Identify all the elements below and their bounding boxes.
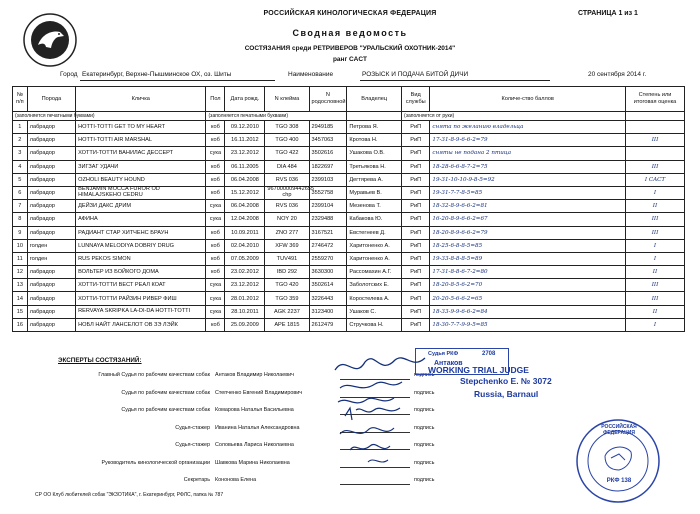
cell-n: 10 — [13, 239, 28, 252]
cell-score: снята по желанию владельца — [430, 121, 626, 134]
cell-grade: II — [626, 305, 685, 318]
cell-breed: лабрадор — [27, 160, 75, 173]
table-row — [13, 200, 685, 213]
cell-service: РиП — [402, 279, 430, 292]
note-empty — [76, 112, 206, 121]
cell-name: HOTTI-TOTTI GET TO MY HEART — [76, 121, 206, 134]
cell-score: 18-32-8-9-6-6-2=81 — [430, 200, 626, 213]
city-underline — [80, 80, 275, 81]
expert-name: Соловьева Лариса Николаевна — [215, 442, 294, 448]
cell-score: 18-30-7-7-9-9-5=85 — [430, 318, 626, 331]
cell-service: РиП — [402, 121, 430, 134]
cell-sex: сука — [206, 305, 225, 318]
cell-service: РиП — [402, 266, 430, 279]
page-number: СТРАНИЦА 1 из 1 — [578, 10, 638, 17]
cell-owner: Стручкова Н. — [347, 318, 402, 331]
cell-pedigree: 2559270 — [309, 252, 347, 265]
cell-score: 19-31-7-7-8-5=85 — [430, 186, 626, 199]
cell-sex: сука — [206, 213, 225, 226]
cell-sex: сука — [206, 147, 225, 160]
cell-sex: коб — [206, 266, 225, 279]
expert-name: Шавкова Марина Николаевна — [215, 459, 290, 466]
cell-pedigree: 2329488 — [309, 213, 347, 226]
discipline-label: Наименование — [288, 71, 334, 78]
cell-owner: Харитоненко А. — [347, 239, 402, 252]
cell-owner: Третьякова Н. — [347, 160, 402, 173]
cell-breed: голден — [27, 252, 75, 265]
cell-n: 4 — [13, 160, 28, 173]
cell-grade: III — [626, 226, 685, 239]
cell-service: РиП — [402, 173, 430, 186]
cell-brand: TGO 359 — [265, 292, 309, 305]
cell-brand: RVS 036 — [265, 200, 309, 213]
cell-grade — [626, 147, 685, 160]
cell-sex: коб — [206, 173, 225, 186]
table-row — [13, 186, 685, 199]
cell-brand: TGO 308 — [265, 121, 309, 134]
cell-dob: 06.04.2008 — [225, 200, 265, 213]
note-empty — [347, 112, 402, 121]
cell-name: ДЕЙЗИ ДАКС ДРИМ — [76, 200, 206, 213]
cell-n: 3 — [13, 147, 28, 160]
expert-role: Руководитель кинологической организации — [101, 459, 210, 466]
cell-name: ХОТТИ-ТОТТИ РАЙЗИН РИВЕР ФИШ — [76, 292, 206, 305]
cell-brand: TGO 420 — [265, 279, 309, 292]
cell-sex: коб — [206, 121, 225, 134]
cell-service: РиП — [402, 200, 430, 213]
cell-breed: лабрадор — [27, 147, 75, 160]
cell-name: RERVAYA SKRIPKA LA-DI-DA HOTTI-TOTTI — [76, 305, 206, 318]
cell-sex: коб — [206, 318, 225, 331]
cell-dob: 09.12.2010 — [225, 121, 265, 134]
cell-brand: TGO 400 — [265, 134, 309, 147]
col-header-service: Вид службы — [402, 87, 430, 112]
signature-label: подпись — [414, 442, 435, 448]
stamp-rect-name: Антаков — [434, 360, 463, 367]
cell-pedigree: 3167521 — [309, 226, 347, 239]
cell-grade: II — [626, 266, 685, 279]
cell-dob: 28.10.2011 — [225, 305, 265, 318]
cell-brand: NOY 20 — [265, 213, 309, 226]
cell-service: РиП — [402, 226, 430, 239]
cell-n: 5 — [13, 173, 28, 186]
cell-pedigree: 3226443 — [309, 292, 347, 305]
cell-owner: Кротова Н. — [347, 134, 402, 147]
expert-role: Судья по рабочим качествам собак — [121, 407, 210, 413]
col-header-score: Количе-ство баллов — [430, 87, 626, 112]
cell-owner: Петрова Я. — [347, 121, 402, 134]
cell-breed: лабрадор — [27, 186, 75, 199]
cell-breed: лабрадор — [27, 279, 75, 292]
cell-grade: I — [626, 252, 685, 265]
cell-service: РиП — [402, 147, 430, 160]
table-row — [13, 279, 685, 292]
competition-title: СОСТЯЗАНИЯ среди РЕТРИВЕРОВ "УРАЛЬСКИЙ ОХОТНИК-2014" — [244, 45, 456, 52]
signature-label: подпись — [414, 389, 435, 396]
city-value: Екатеринбург, Верхне-Пышминское ОХ, оз. Шиты — [82, 71, 232, 78]
cell-breed: лабрадор — [27, 292, 75, 305]
col-header-owner: Владелец — [347, 87, 402, 112]
round-seal — [575, 418, 661, 504]
cell-dob: 07.05.2009 — [225, 252, 265, 265]
cell-name: HOTTI-TOTTI AIR MARSHAL — [76, 134, 206, 147]
cell-dob: 06.11.2005 — [225, 160, 265, 173]
cell-name: ВОЛЬТЕР ИЗ БОЙКОГО ДОМА — [76, 266, 206, 279]
cell-score: 18-25-6-8-8-5=85 — [430, 239, 626, 252]
cell-pedigree: 2746472 — [309, 239, 347, 252]
cell-owner: Муравьев В. — [347, 186, 402, 199]
cell-owner: Дегтярева А. — [347, 173, 402, 186]
expert-role: Судья-стажер — [175, 442, 210, 448]
seal-top-text: РОССИЙСКАЯ ФЕДЕРАЦИЯ — [601, 424, 637, 436]
cell-brand: TUV491 — [265, 252, 309, 265]
cell-brand: 967000009442655 chp — [265, 186, 309, 199]
cell-score: 20-20-5-6-6-2=65 — [430, 292, 626, 305]
stamp-rect-num: 2708 — [482, 351, 496, 357]
seal-number: РКФ 138 — [606, 478, 632, 484]
cell-dob: 02.04.2010 — [225, 239, 265, 252]
cell-grade: III — [626, 134, 685, 147]
cell-n: 9 — [13, 226, 28, 239]
expert-name: Антаков Владимир Николаевич — [215, 372, 294, 378]
signature-label: подпись — [414, 424, 435, 431]
stamp-rect-title: Судья РКФ — [428, 351, 459, 357]
cell-sex: коб — [206, 239, 225, 252]
cell-score: сняты не подана 2 птица — [430, 147, 626, 160]
cell-sex: сука — [206, 292, 225, 305]
cell-name: RUS PEKOS SIMON — [76, 252, 206, 265]
cell-service: РиП — [402, 292, 430, 305]
table-row — [13, 173, 685, 186]
note-empty — [626, 112, 685, 121]
cell-dob: 15.12.2012 — [225, 186, 265, 199]
col-header-dob: Дата рожд. — [225, 87, 265, 112]
cell-pedigree: 3630300 — [309, 266, 347, 279]
cell-score: 18-28-6-6-8-7-2=75 — [430, 160, 626, 173]
cell-name: ХОТТИ-ТОТТИ ВАНИЛАС ДЕССЕРТ — [76, 147, 206, 160]
cell-score: 18-20-8-5-6-2=70 — [430, 279, 626, 292]
place-stamp: Russia, Barnaul — [474, 389, 539, 399]
cell-name: НОБЛ НАЙТ ЛАНСЕЛОТ ОВ ЗЭ ЛЭЙК — [76, 318, 206, 331]
table-row — [13, 121, 685, 134]
cell-owner: Ушаков С. — [347, 305, 402, 318]
cell-sex: коб — [206, 252, 225, 265]
cell-name: ХОТТИ-ТОТТИ ВЕСТ РЕАЛ КОАТ — [76, 279, 206, 292]
cell-dob: 23.12.2012 — [225, 279, 265, 292]
cell-pedigree: 3123400 — [309, 305, 347, 318]
cell-grade — [626, 121, 685, 134]
cell-n: 14 — [13, 292, 28, 305]
cell-n: 12 — [13, 266, 28, 279]
cell-grade: III — [626, 279, 685, 292]
cell-name: АФИНА — [76, 213, 206, 226]
working-judge-stamp: WORKING TRIAL JUDGE — [428, 365, 529, 375]
cell-name: РАДИАНТ СТАР ХИТЧЕНС БРАУН — [76, 226, 206, 239]
cell-pedigree: 3502616 — [309, 147, 347, 160]
cell-pedigree: 3552758 — [309, 186, 347, 199]
cell-owner: Евстегнеев Д. — [347, 226, 402, 239]
org-title: РОССИЙСКАЯ КИНОЛОГИЧЕСКАЯ ФЕДЕРАЦИЯ — [263, 10, 437, 17]
cell-score: 16-20-8-9-6-6-2=67 — [430, 213, 626, 226]
cell-name: OZHOLI BEAUTY HOUND — [76, 173, 206, 186]
cell-grade: I — [626, 239, 685, 252]
col-header-pedigree: N родословной — [309, 87, 347, 112]
cell-grade: I — [626, 318, 685, 331]
cell-service: РиП — [402, 305, 430, 318]
cell-sex: сука — [206, 200, 225, 213]
cell-brand: APE 1815 — [265, 318, 309, 331]
expert-name: Комарова Наталья Васильевна — [215, 407, 294, 413]
table-row — [13, 318, 685, 331]
cell-owner: Ушакова О.В. — [347, 147, 402, 160]
cell-name: ЗИГЗАГ УДАЧИ — [76, 160, 206, 173]
signatures — [330, 350, 440, 470]
expert-name: Иванина Наталья Александровна — [215, 424, 300, 431]
cell-score: 17-31-8-9-6-6-2=79 — [430, 134, 626, 147]
cell-service: РиП — [402, 252, 430, 265]
cell-n: 7 — [13, 200, 28, 213]
cell-dob: 28.01.2012 — [225, 292, 265, 305]
cell-breed: лабрадор — [27, 121, 75, 134]
col-header-grade: Степень или итоговая оценка — [626, 87, 685, 112]
cell-breed: лабрадор — [27, 134, 75, 147]
cell-service: РиП — [402, 186, 430, 199]
cell-score: 18-20-8-9-6-6-2=79 — [430, 226, 626, 239]
cell-service: РиП — [402, 213, 430, 226]
cell-breed: лабрадор — [27, 213, 75, 226]
cell-pedigree: 2399103 — [309, 173, 347, 186]
table-body — [13, 121, 685, 332]
cell-pedigree: 2612479 — [309, 318, 347, 331]
cell-dob: 16.11.2012 — [225, 134, 265, 147]
cell-score: 17-31-8-8-6-7-2=80 — [430, 266, 626, 279]
signature-label: подпись — [414, 407, 435, 413]
discipline-underline — [360, 80, 550, 81]
cell-dob: 25.09.2009 — [225, 318, 265, 331]
cell-pedigree: 1822697 — [309, 160, 347, 173]
table-row — [13, 266, 685, 279]
cell-brand: AGK 2237 — [265, 305, 309, 318]
cell-owner: Коростелева А. — [347, 292, 402, 305]
cell-owner: Харитоненко А. — [347, 252, 402, 265]
event-date: 20 сентября 2014 г. — [588, 71, 647, 78]
cell-n: 11 — [13, 252, 28, 265]
table-row — [13, 213, 685, 226]
cell-grade: I — [626, 186, 685, 199]
cell-brand: RVS 036 — [265, 173, 309, 186]
cell-n: 16 — [13, 318, 28, 331]
cell-n: 1 — [13, 121, 28, 134]
note-print-letters-2: (заполняется печатными буквами) — [206, 112, 347, 121]
cell-breed: лабрадор — [27, 305, 75, 318]
cell-n: 6 — [13, 186, 28, 199]
cell-owner: Мезенова Т. — [347, 200, 402, 213]
signature-label: подпись — [414, 372, 435, 378]
table-row — [13, 292, 685, 305]
signature-label: подпись — [414, 477, 435, 483]
table-row — [13, 239, 685, 252]
cell-brand: ZNO 277 — [265, 226, 309, 239]
cell-name: BENJAMIN MOCCA FUROR OD HIMALAJSKEHO CEDRU — [76, 186, 206, 199]
cell-pedigree: 3502614 — [309, 279, 347, 292]
competition-rank: ранг CACT — [332, 56, 368, 63]
cell-dob: 10.09.2011 — [225, 226, 265, 239]
cell-pedigree: 3457063 — [309, 134, 347, 147]
cell-brand: XFW 369 — [265, 239, 309, 252]
footer-note: СР ОО Клуб любителей собак "ЭКЗОТИКА", г. Екатеринбург, РФЛС, папка № 787 — [35, 492, 224, 498]
col-header-name: Кличка — [76, 87, 206, 112]
document-title: Сводная ведомость — [292, 28, 408, 38]
expert-role: Секретарь — [183, 477, 210, 483]
col-header-breed: Порода — [27, 87, 75, 112]
cell-dob: 12.04.2008 — [225, 213, 265, 226]
experts-heading: ЭКСПЕРТЫ СОСТЯЗАНИЙ: — [58, 357, 142, 364]
cell-service: РиП — [402, 318, 430, 331]
rkf-logo — [22, 12, 78, 68]
cell-breed: лабрадор — [27, 226, 75, 239]
cell-grade: III — [626, 292, 685, 305]
table-row — [13, 147, 685, 160]
cell-dob: 23.02.2012 — [225, 266, 265, 279]
cell-grade: III — [626, 160, 685, 173]
cell-service: РиП — [402, 239, 430, 252]
cell-n: 13 — [13, 279, 28, 292]
cell-n: 8 — [13, 213, 28, 226]
cell-sex: коб — [206, 134, 225, 147]
cell-pedigree: 2949185 — [309, 121, 347, 134]
cell-name: LUNNAYA MELODIYA DOBRIY DRUG — [76, 239, 206, 252]
cell-breed: лабрадор — [27, 266, 75, 279]
cell-grade: III — [626, 213, 685, 226]
cell-pedigree: 2399104 — [309, 200, 347, 213]
cell-brand: IBD 292 — [265, 266, 309, 279]
table-header-row — [13, 87, 685, 112]
cell-breed: лабрадор — [27, 318, 75, 331]
cell-grade: II — [626, 200, 685, 213]
cell-score: 18-33-9-9-6-6-2=84 — [430, 305, 626, 318]
expert-name: Степченко Евгений Владимирович — [215, 389, 303, 396]
cell-dob: 06.04.2008 — [225, 173, 265, 186]
results-table — [12, 86, 685, 332]
cell-owner: Кабакова Ю. — [347, 213, 402, 226]
discipline-value: РОЗЫСК И ПОДАЧА БИТОЙ ДИЧИ — [362, 71, 469, 78]
cell-dob: 23.12.2012 — [225, 147, 265, 160]
cell-service: РиП — [402, 134, 430, 147]
cell-owner: Рассомахин А.Г. — [347, 266, 402, 279]
expert-name: Кононова Елена — [215, 477, 257, 483]
cell-brand: TGO 422 — [265, 147, 309, 160]
table-row — [13, 134, 685, 147]
col-header-brand: N клейма — [265, 87, 309, 112]
cell-breed: лабрадор — [27, 173, 75, 186]
cell-score: 19-31-10-10-9-8-5=92 — [430, 173, 626, 186]
cell-sex: сука — [206, 279, 225, 292]
cell-breed: голден — [27, 239, 75, 252]
cell-score: 19-33-8-8-8-5=89 — [430, 252, 626, 265]
cell-n: 15 — [13, 305, 28, 318]
table-row — [13, 252, 685, 265]
city-label: Город — [60, 71, 78, 78]
cell-breed: лабрадор — [27, 200, 75, 213]
table-row — [13, 160, 685, 173]
note-print-letters: (заполняется печатными буквами) — [13, 112, 76, 121]
signature-label: подпись — [414, 459, 435, 466]
expert-role: Судья по рабочим качествам собак — [121, 389, 210, 396]
col-header-sex: Пол — [206, 87, 225, 112]
note-handwritten: (заполняется от руки) — [402, 112, 626, 121]
cell-service: РиП — [402, 160, 430, 173]
cell-grade: I СACT — [626, 173, 685, 186]
table-row — [13, 305, 685, 318]
judge-name-stamp: Stepchenko E. № 3072 — [460, 376, 552, 386]
expert-role: Главный Судья по рабочим качествам собак — [98, 372, 210, 378]
signature-line — [340, 484, 410, 485]
cell-sex: коб — [206, 186, 225, 199]
col-header-num: № п/п — [13, 87, 28, 112]
cell-brand: DIA 484 — [265, 160, 309, 173]
cell-sex: коб — [206, 160, 225, 173]
cell-n: 2 — [13, 134, 28, 147]
table-note-row — [13, 112, 685, 121]
cell-sex: коб — [206, 226, 225, 239]
cell-owner: Заболотских Е. — [347, 279, 402, 292]
table-row — [13, 226, 685, 239]
expert-role: Судья-стажер — [175, 424, 210, 431]
